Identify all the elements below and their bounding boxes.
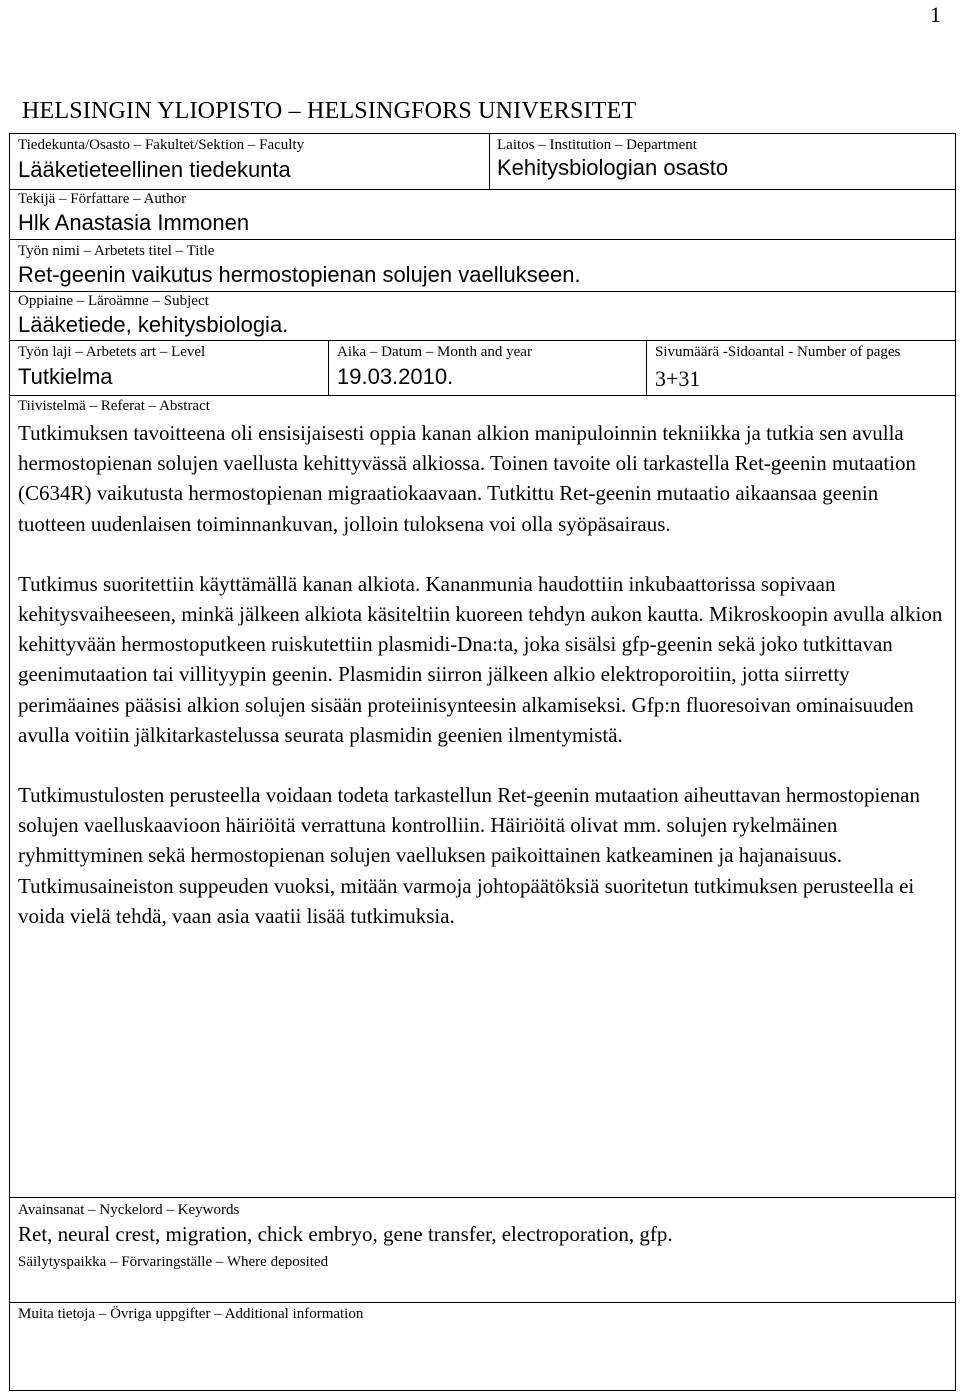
abstract-label: Tiivistelmä – Referat – Abstract [18,398,210,414]
divider-row-3 [9,291,956,292]
faculty-label: Tiedekunta/Osasto – Fakultet/Sektion – Faculty [18,137,305,153]
divider-date-pages [646,340,647,395]
divider-keywords [9,1197,956,1198]
department-label: Laitos – Institution – Department [497,137,697,153]
divider-faculty-department [489,133,490,189]
keywords-label: Avainsanat – Nyckelord – Keywords [18,1202,240,1218]
date-value: 19.03.2010. [337,364,454,389]
divider-row-2 [9,239,956,240]
abstract-paragraph: Tutkimuksen tavoitteena oli ensisijaisesti oppia kanan alkion manipuloinnin tekniikka ja tutkia sen avulla hermostopienan solujen vaellusta kehittyvässä alkiossa. Toinen tavoite oli tarkastella Ret-geenin mutaation (C634R) vaikutusta hermostopienan migraatiokaavaan. Tutkittu Ret-geenin mutaatio aikaansaa geenin tuotteen uudenlaisen toiminnankuvan, jolloin tuloksena voi olla syöpäsairaus. [18,421,916,536]
keywords-value: Ret, neural crest, migration, chick embryo, gene transfer, electroporation, gfp. [18,1222,673,1246]
divider-level-date [328,340,329,395]
divider-row-1 [9,189,956,190]
abstract-paragraph: Tutkimustulosten perusteella voidaan todeta tarkastellun Ret-geenin mutaation aiheuttavan hermostopienan solujen vaelluskaavioon häiriöitä verrattuna kontrolliin. Häiriöitä olivat mm. solujen rykelmäinen ryhmittyminen sekä hermostopienan solujen vaelluksen paikoittainen katkeaminen ja hajanaisuus. Tutkimusaineiston suppeuden vuoksi, mitään varmoja johtopäätöksiä suoritetun tutkimuksen perusteella ei voida vielä tehdä, vaan asia vaatii lisää tutkimuksia. [18,783,920,928]
subject-label: Oppiaine – Läroämne – Subject [18,293,209,309]
faculty-value: Lääketieteellinen tiedekunta [18,157,291,182]
author-label: Tekijä – Författare – Author [18,191,187,207]
level-label: Työn laji – Arbetets art – Level [18,344,206,360]
additional-info-label: Muita tietoja – Övriga uppgifter – Additional information [18,1306,364,1322]
title-label: Työn nimi – Arbetets titel – Title [18,243,215,259]
department-value: Kehitysbiologian osasto [497,155,729,180]
pages-value: 3+31 [655,366,701,391]
deposited-label: Säilytyspaikka – Förvaringställe – Where deposited [18,1254,329,1270]
divider-row-5 [9,395,956,396]
university-heading: HELSINGIN YLIOPISTO – HELSINGFORS UNIVERSITET [22,98,637,124]
abstract-body [18,418,944,961]
divider-row-4 [9,340,956,341]
divider-deposited [9,1302,956,1303]
page-number: 1 [930,2,941,27]
subject-value: Lääketiede, kehitysbiologia. [18,312,289,337]
author-value: Hlk Anastasia Immonen [18,210,250,235]
date-label: Aika – Datum – Month and year [337,344,532,360]
level-value: Tutkielma [18,364,113,389]
abstract-paragraph: Tutkimus suoritettiin käyttämällä kanan alkiota. Kananmunia haudottiin inkubaattorissa sopivaan kehitysvaiheeseen, minkä jälkeen alkiota käsiteltiin kuoreen tehdyn aukon kautta. Mikroskoopin avulla alkion kehittyvään hermostoputkeen ruiskutettiin plasmidi-Dna:ta, joka sisälsi gfp-geenin sekä joko tutkittavan geenimutaation tai villityypin geenin. Plasmidin siirron jälkeen alkio elektroporoitiin, jotta siirretty perimäaines pääsisi alkion solujen sisään proteiinisynteesin alkamiseksi. Gfp:n fluoresoivan ominaisuuden avulla voitiin jälkitarkastelussa seurata plasmidin geenien ilmentymistä. [18,571,943,747]
title-value: Ret-geenin vaikutus hermostopienan solujen vaellukseen. [18,262,581,287]
pages-label: Sivumäärä -Sidoantal - Number of pages [655,344,901,360]
